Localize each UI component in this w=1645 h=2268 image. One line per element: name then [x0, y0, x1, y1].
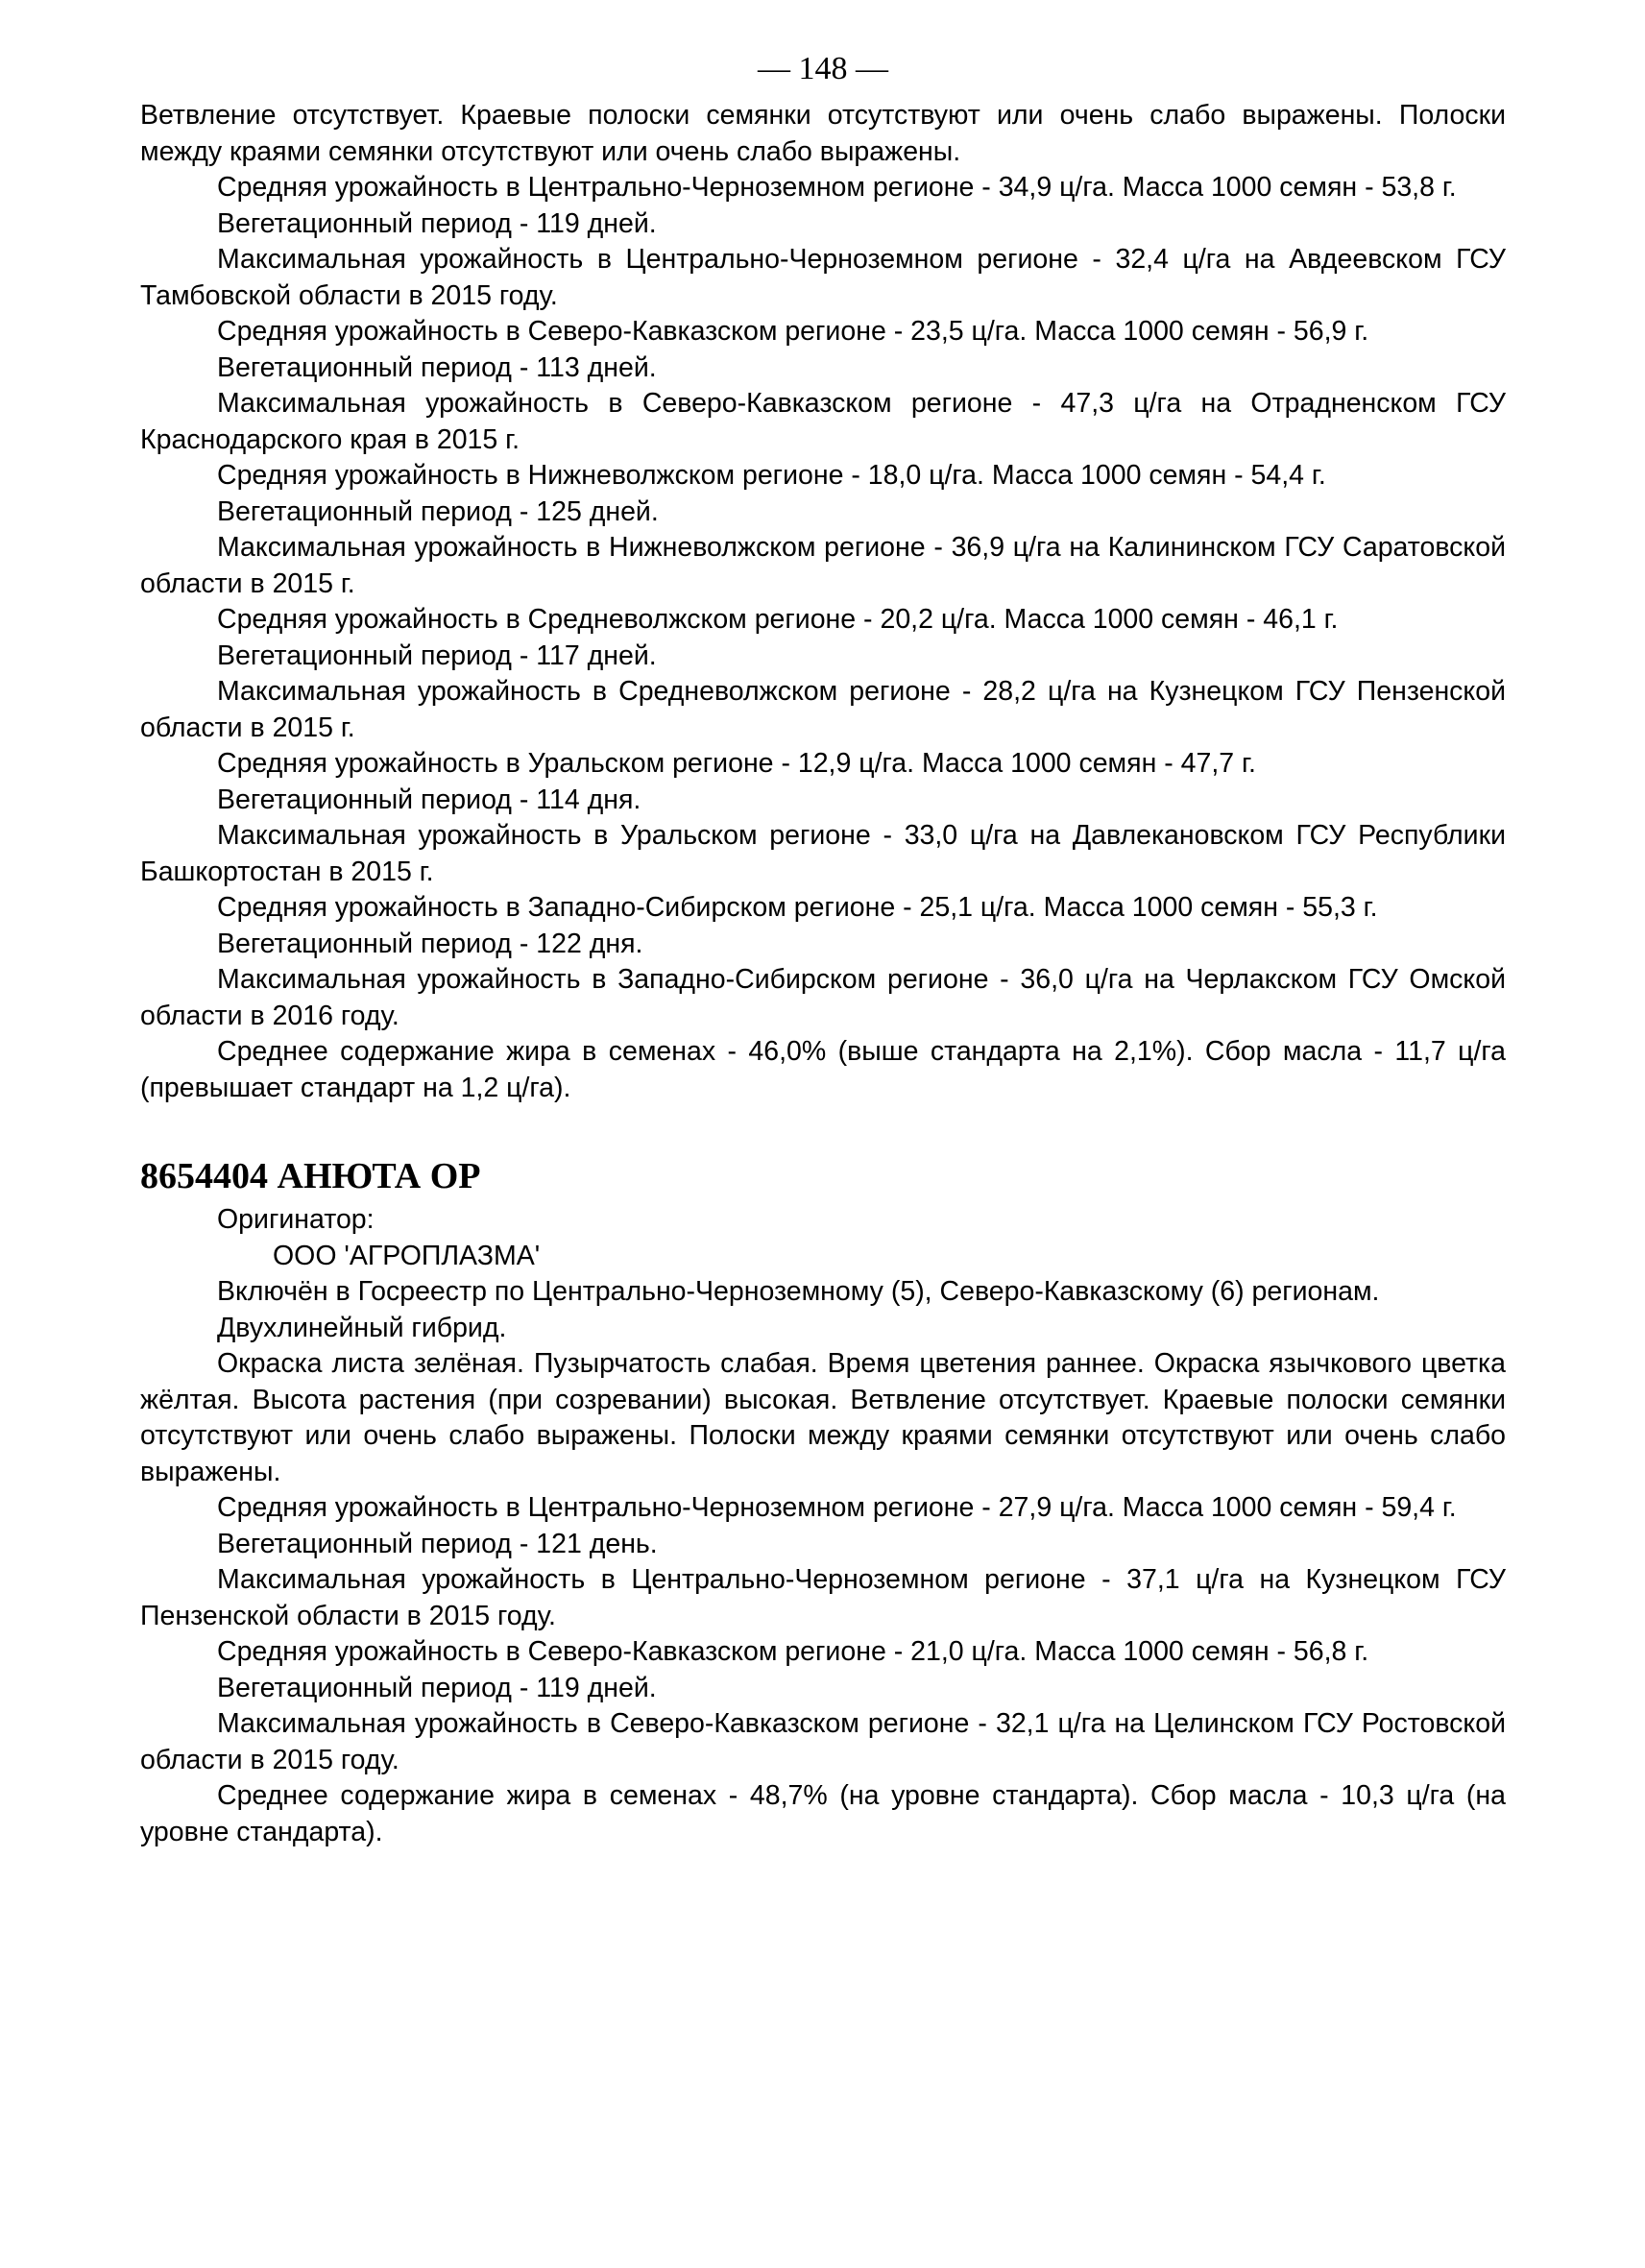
- paragraph: Вегетационный период - 113 дней.: [217, 351, 657, 383]
- paragraph: Вегетационный период - 125 дней.: [217, 495, 659, 527]
- paragraph: Максимальная урожайность в Уральском регионе - 33,0 ц/га на Давлекановском ГСУ Республики Башкортостан в 2015 г.: [140, 820, 1506, 887]
- document-page: [140, 50, 1506, 1850]
- paragraph: Ветвление отсутствует. Краевые полоски семянки отсутствуют или очень слабо выражены. Полоски между краями семянки отсутствуют или очень слабо выражены.: [140, 100, 1506, 167]
- variety-title: 8654404 АНЮТА ОР: [140, 1156, 481, 1196]
- paragraph: Вегетационный период - 121 день.: [217, 1528, 658, 1559]
- paragraph: Средняя урожайность в Нижневолжском регионе - 18,0 ц/га. Масса 1000 семян - 54,4 г.: [217, 460, 1326, 491]
- paragraph: Максимальная урожайность в Западно-Сибирском регионе - 36,0 ц/га на Черлакском ГСУ Омской области в 2016 году.: [140, 964, 1506, 1031]
- paragraph: Двухлинейный гибрид.: [217, 1312, 507, 1343]
- paragraph: Вегетационный период - 117 дней.: [217, 639, 657, 671]
- paragraph: Средняя урожайность в Северо-Кавказском регионе - 21,0 ц/га. Масса 1000 семян - 56,8 г.: [217, 1636, 1369, 1667]
- paragraph: Среднее содержание жира в семенах - 48,7% (на уровне стандарта). Сбор масла - 10,3 ц/га (на уровне стандарта).: [140, 1780, 1506, 1847]
- originator-label: Оригинатор:: [217, 1204, 375, 1235]
- paragraph: Максимальная урожайность в Северо-Кавказском регионе - 47,3 ц/га на Отрадненском ГСУ Краснодарского края в 2015 г.: [140, 388, 1506, 455]
- paragraph: Максимальная урожайность в Северо-Кавказском регионе - 32,1 ц/га на Целинском ГСУ Ростовской области в 2015 году.: [140, 1708, 1506, 1775]
- paragraph: Средняя урожайность в Средневолжском регионе - 20,2 ц/га. Масса 1000 семян - 46,1 г.: [217, 604, 1339, 635]
- paragraph: Максимальная урожайность в Центрально-Черноземном регионе - 37,1 ц/га на Кузнецком ГСУ Пензенской области в 2015 году.: [140, 1564, 1506, 1631]
- paragraph: Вегетационный период - 119 дней.: [217, 1672, 657, 1703]
- paragraph: Средняя урожайность в Северо-Кавказском регионе - 23,5 ц/га. Масса 1000 семян - 56,9 г.: [217, 316, 1369, 347]
- originator-name: ООО 'АГРОПЛАЗМА': [273, 1240, 541, 1271]
- paragraph: Средняя урожайность в Уральском регионе - 12,9 ц/га. Масса 1000 семян - 47,7 г.: [217, 748, 1256, 779]
- paragraph: Включён в Госреестр по Центрально-Черноземному (5), Северо-Кавказскому (6) регионам.: [217, 1276, 1380, 1307]
- paragraph: Средняя урожайность в Центрально-Черноземном регионе - 34,9 ц/га. Масса 1000 семян - 53,8 г.: [217, 172, 1457, 203]
- paragraph: Максимальная урожайность в Нижневолжском регионе - 36,9 ц/га на Калининском ГСУ Саратовской области в 2015 г.: [140, 532, 1506, 599]
- paragraph: Окраска листа зелёная. Пузырчатость слабая. Время цветения раннее. Окраска язычкового цветка жёлтая. Высота растения (при созревании) высокая. Ветвление отсутствует. Краевые полоски семянки отсутствуют или очень слабо выражены. Полоски между краями семянки отсутствуют или очень слабо выражены.: [140, 1348, 1506, 1487]
- page-number: — 148 —: [758, 51, 888, 86]
- paragraph: Среднее содержание жира в семенах - 46,0% (выше стандарта на 2,1%). Сбор масла - 11,7 ц/га (превышает стандарт на 1,2 ц/га).: [140, 1036, 1506, 1103]
- paragraph: Максимальная урожайность в Центрально-Черноземном регионе - 32,4 ц/га на Авдеевском ГСУ Тамбовской области в 2015 году.: [140, 244, 1506, 311]
- paragraph: Вегетационный период - 114 дня.: [217, 784, 641, 815]
- paragraph: Вегетационный период - 119 дней.: [217, 207, 657, 239]
- paragraph: Максимальная урожайность в Средневолжском регионе - 28,2 ц/га на Кузнецком ГСУ Пензенской области в 2015 г.: [140, 676, 1506, 743]
- paragraph: Средняя урожайность в Центрально-Черноземном регионе - 27,9 ц/га. Масса 1000 семян - 59,4 г.: [217, 1492, 1457, 1523]
- paragraph: Вегетационный период - 122 дня.: [217, 928, 643, 959]
- paragraph: Средняя урожайность в Западно-Сибирском регионе - 25,1 ц/га. Масса 1000 семян - 55,3 г.: [217, 892, 1378, 923]
